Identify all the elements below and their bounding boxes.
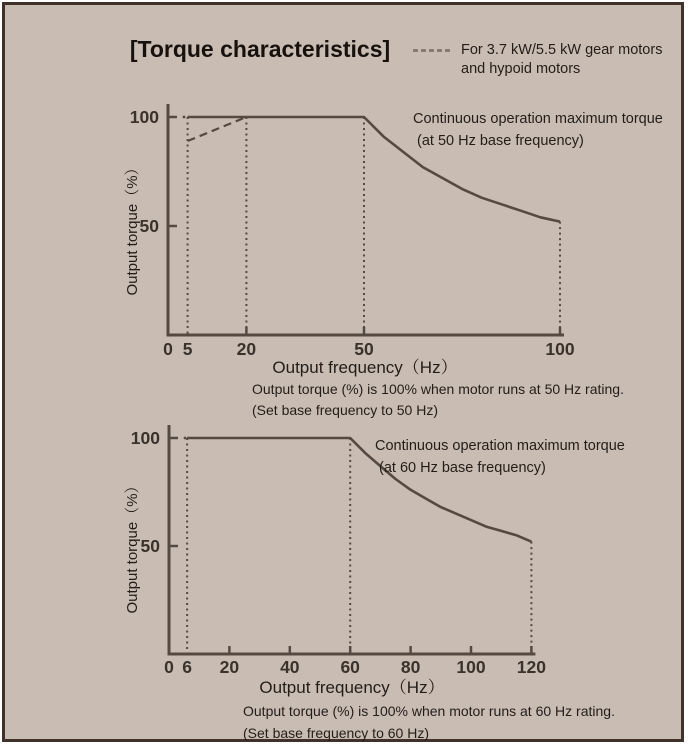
figure-title: [Torque characteristics] [129,36,391,62]
x-tick-label: 100 [545,339,575,359]
caption-line1: Output torque (%) is 100% when motor runs at 60 Hz rating. [243,703,615,719]
x-tick-label: 0 [163,339,173,359]
y-tick-label: 50 [140,536,160,556]
x-tick-label: 6 [182,657,192,677]
y-tick-label: 100 [130,428,160,448]
figure-panel [2,2,684,742]
x-tick-label: 0 [164,657,174,677]
dashed-line-swatch [413,49,451,52]
torque-chart-60hz [80,410,690,755]
legend-label [461,41,662,79]
x-tick-label: 100 [456,657,486,677]
x-tick-label: 20 [219,657,240,677]
y-axis-title: Output torque（%） [124,478,141,614]
x-tick-label: 40 [280,657,300,677]
torque-chart-50hz [80,90,690,420]
y-axis-title: Output torque（%） [124,160,141,296]
caption-line1: Output torque (%) is 100% when motor runs at 50 Hz rating. [252,381,624,397]
dash-dot-marker [183,116,186,119]
x-tick-label: 50 [354,339,374,359]
annotation-line1: Continuous operation maximum torque [375,438,625,454]
legend [413,41,663,79]
x-tick-label: 20 [236,339,257,359]
annotation-line2: (at 60 Hz base frequency) [379,460,546,476]
series-gear-hypoid-motor-torque [188,117,247,141]
legend-label-line2: and hypoid motors [461,61,581,77]
caption-line2: (Set base frequency to 50 Hz) [252,402,438,418]
x-tick-label: 120 [516,657,547,677]
x-axis-title: Output frequency（Hz） [272,358,458,377]
x-tick-label: 5 [182,339,193,359]
y-tick-label: 100 [129,107,159,127]
legend-label-line1: For 3.7 kW/5.5 kW gear motors [461,42,663,58]
annotation-line1: Continuous operation maximum torque [413,111,663,127]
caption-line2: (Set base frequency to 60 Hz) [243,725,429,741]
x-tick-label: 60 [340,657,360,677]
annotation-line2: (at 50 Hz base frequency) [417,133,584,149]
x-tick-label: 80 [400,657,421,677]
dash-dot-marker [184,437,187,440]
y-tick-label: 50 [139,216,159,236]
x-axis-title: Output frequency（Hz） [259,678,445,697]
